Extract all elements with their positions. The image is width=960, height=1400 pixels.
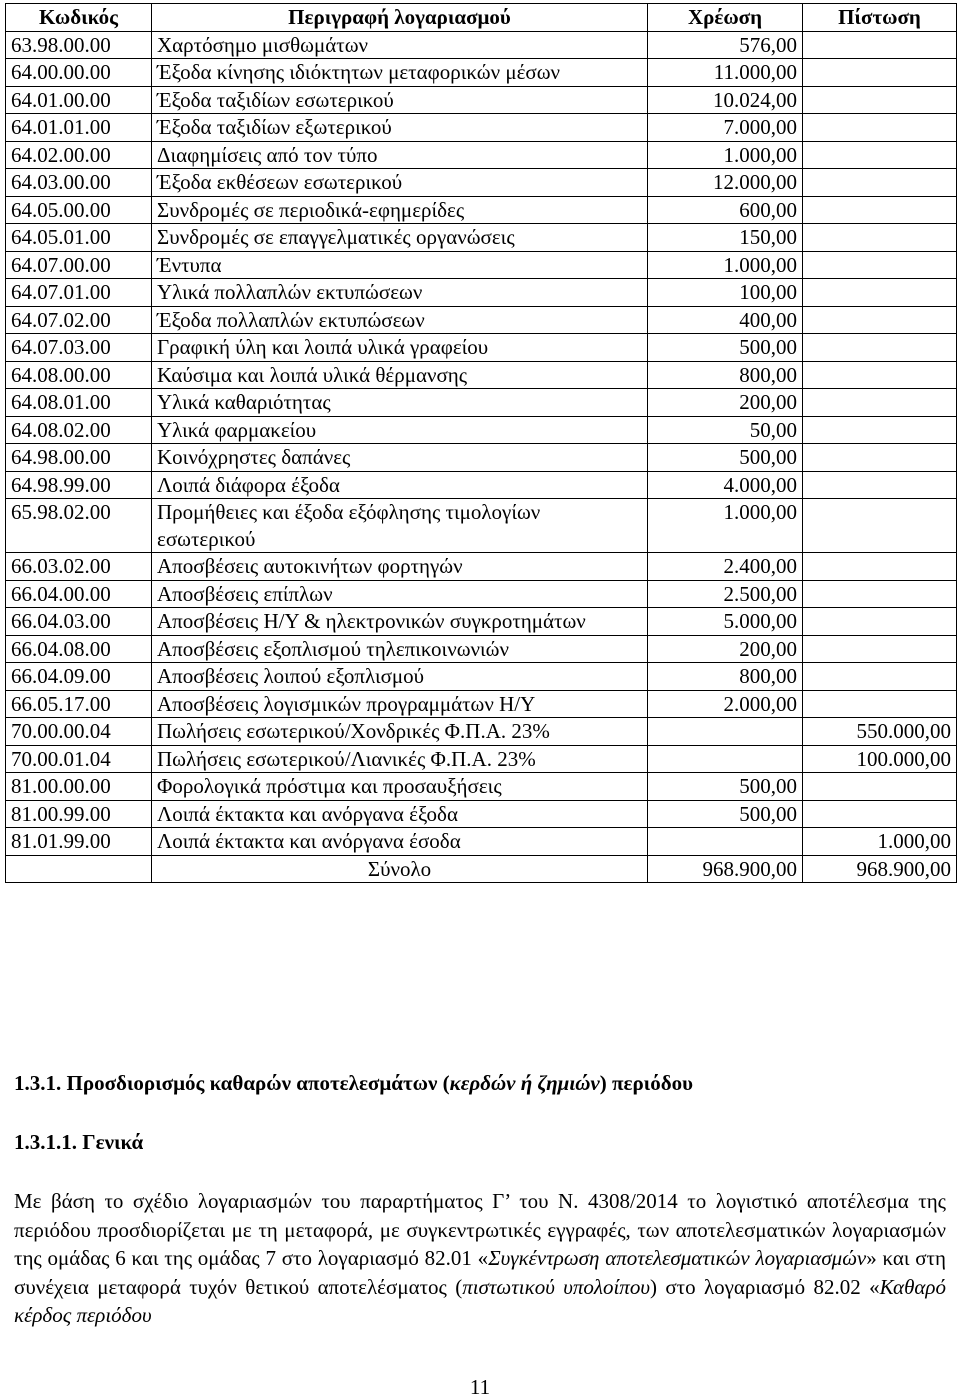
- paragraph-text-1: Με βάση το σχέδιο λογαριασμών του παραρτήματος Γ’ του Ν. 4308/2014 το λογιστικό αποτέλεσμα της περιόδου προσδιορίζεται με τη μεταφορά, με συγκεντρωτικές εγγραφές, των αποτελεσματικών λογαριασμών της ομάδας 6 και της ομάδας 7 στο λογαριασμό 82.01 «: [14, 1189, 946, 1270]
- account-description: Φορολογικά πρόστιμα και προσαυξήσεις: [152, 773, 648, 801]
- table-row: [6, 800, 957, 828]
- debit-amount: 50,00: [648, 416, 803, 444]
- table-row: [6, 86, 957, 114]
- table-row: [6, 169, 957, 197]
- account-code: 64.08.02.00: [6, 416, 152, 444]
- account-code: 64.07.00.00: [6, 251, 152, 279]
- debit-amount: 7.000,00: [648, 114, 803, 142]
- account-description: Έξοδα πολλαπλών εκτυπώσεων: [152, 306, 648, 334]
- account-description: Έξοδα ταξιδίων εσωτερικού: [152, 86, 648, 114]
- account-description: Πωλήσεις εσωτερικού/Χονδρικές Φ.Π.Α. 23%: [152, 718, 648, 746]
- debit-amount: [648, 745, 803, 773]
- header-credit: Πίστωση: [803, 4, 957, 32]
- account-code: 64.98.00.00: [6, 444, 152, 472]
- debit-amount: [648, 828, 803, 856]
- paragraph-text-3: ) στο λογαριασμό 82.02 «: [649, 1274, 880, 1299]
- table-row: [6, 499, 957, 553]
- table-row: [6, 663, 957, 691]
- account-description: Καύσιμα και λοιπά υλικά θέρμανσης: [152, 361, 648, 389]
- table-row: [6, 389, 957, 417]
- debit-amount: 576,00: [648, 31, 803, 59]
- debit-amount: [648, 718, 803, 746]
- table-body: [6, 31, 957, 855]
- account-description: Αποσβέσεις λογισμικών προγραμμάτων Η/Υ: [152, 690, 648, 718]
- credit-amount: 550.000,00: [803, 718, 957, 746]
- credit-amount: 1.000,00: [803, 828, 957, 856]
- account-code: 64.01.01.00: [6, 114, 152, 142]
- credit-amount: [803, 499, 957, 553]
- paragraph-italic-2: πιστωτικού υπολοίπου: [462, 1274, 650, 1299]
- debit-amount: 1.000,00: [648, 141, 803, 169]
- section-heading-prefix: 1.3.1. Προσδιορισμός καθαρών αποτελεσμάτων (: [14, 1071, 450, 1095]
- table-row: [6, 141, 957, 169]
- paragraph-italic-3: Καθαρό κέρδος περιόδου: [14, 1274, 946, 1327]
- account-description: Υλικά πολλαπλών εκτυπώσεων: [152, 279, 648, 307]
- account-description: Κοινόχρηστες δαπάνες: [152, 444, 648, 472]
- debit-amount: 150,00: [648, 224, 803, 252]
- account-description: Υλικά καθαριότητας: [152, 389, 648, 417]
- debit-amount: 1.000,00: [648, 499, 803, 553]
- debit-amount: 2.500,00: [648, 580, 803, 608]
- account-code: 64.05.00.00: [6, 196, 152, 224]
- account-code: 66.04.09.00: [6, 663, 152, 691]
- credit-amount: [803, 580, 957, 608]
- account-description: Λοιπά διάφορα έξοδα: [152, 471, 648, 499]
- table-row: [6, 59, 957, 87]
- account-code: 64.01.00.00: [6, 86, 152, 114]
- account-description: Έντυπα: [152, 251, 648, 279]
- debit-amount: 200,00: [648, 389, 803, 417]
- credit-amount: [803, 663, 957, 691]
- account-code: 64.08.01.00: [6, 389, 152, 417]
- table-row: [6, 745, 957, 773]
- paragraph-text-2: » και στη συνέχεια μεταφορά τυχόν θετικού αποτελέσματος (: [14, 1246, 946, 1299]
- table-row: [6, 635, 957, 663]
- account-code: 64.05.01.00: [6, 224, 152, 252]
- debit-amount: 1.000,00: [648, 251, 803, 279]
- account-code: 64.00.00.00: [6, 59, 152, 87]
- credit-amount: [803, 306, 957, 334]
- account-code: 81.00.00.00: [6, 773, 152, 801]
- debit-amount: 800,00: [648, 361, 803, 389]
- account-code: 64.03.00.00: [6, 169, 152, 197]
- account-code: 64.07.02.00: [6, 306, 152, 334]
- table-row: [6, 306, 957, 334]
- debit-amount: 400,00: [648, 306, 803, 334]
- credit-amount: [803, 635, 957, 663]
- account-code: 66.03.02.00: [6, 553, 152, 581]
- account-description: Αποσβέσεις αυτοκινήτων φορτηγών: [152, 553, 648, 581]
- account-code: 64.98.99.00: [6, 471, 152, 499]
- credit-amount: [803, 251, 957, 279]
- debit-amount: 4.000,00: [648, 471, 803, 499]
- account-code: 64.02.00.00: [6, 141, 152, 169]
- table-row: [6, 553, 957, 581]
- total-debit: 968.900,00: [648, 855, 803, 883]
- account-code: 64.07.01.00: [6, 279, 152, 307]
- credit-amount: [803, 169, 957, 197]
- credit-amount: [803, 279, 957, 307]
- account-description: Έξοδα εκθέσεων εσωτερικού: [152, 169, 648, 197]
- debit-amount: 5.000,00: [648, 608, 803, 636]
- header-debit: Χρέωση: [648, 4, 803, 32]
- table-row: [6, 251, 957, 279]
- table-row: [6, 279, 957, 307]
- total-label: Σύνολο: [152, 855, 648, 883]
- credit-amount: [803, 31, 957, 59]
- table-row: [6, 690, 957, 718]
- account-description: Προμήθειες και έξοδα εξόφλησης τιμολογίων εσωτερικού: [152, 499, 648, 553]
- table-header-row: [6, 4, 957, 32]
- section-heading-italic: κερδών ή ζημιών: [449, 1071, 600, 1095]
- table-row: [6, 196, 957, 224]
- accounts-table: [5, 3, 957, 883]
- table-row: [6, 114, 957, 142]
- debit-amount: 200,00: [648, 635, 803, 663]
- header-code: Κωδικός: [6, 4, 152, 32]
- account-description: Αποσβέσεις εξοπλισμού τηλεπικοινωνιών: [152, 635, 648, 663]
- debit-amount: 600,00: [648, 196, 803, 224]
- account-description: Αποσβέσεις λοιπού εξοπλισμού: [152, 663, 648, 691]
- credit-amount: [803, 800, 957, 828]
- table-row: [6, 224, 957, 252]
- table-row: [6, 444, 957, 472]
- table-row: [6, 334, 957, 362]
- account-description: Γραφική ύλη και λοιπά υλικά γραφείου: [152, 334, 648, 362]
- total-credit: 968.900,00: [803, 855, 957, 883]
- account-description: Χαρτόσημο μισθωμάτων: [152, 31, 648, 59]
- credit-amount: [803, 141, 957, 169]
- account-description: Έξοδα ταξιδίων εξωτερικού: [152, 114, 648, 142]
- credit-amount: [803, 389, 957, 417]
- account-description: Αποσβέσεις Η/Υ & ηλεκτρονικών συγκροτημάτων: [152, 608, 648, 636]
- account-description: Συνδρομές σε περιοδικά-εφημερίδες: [152, 196, 648, 224]
- debit-amount: 100,00: [648, 279, 803, 307]
- table-row: [6, 361, 957, 389]
- account-description: Έξοδα κίνησης ιδιόκτητων μεταφορικών μέσων: [152, 59, 648, 87]
- debit-amount: 800,00: [648, 663, 803, 691]
- account-code: 70.00.01.04: [6, 745, 152, 773]
- table-row: [6, 31, 957, 59]
- page-number: 11: [469, 1375, 491, 1399]
- credit-amount: [803, 416, 957, 444]
- total-empty-cell: [6, 855, 152, 883]
- credit-amount: [803, 114, 957, 142]
- debit-amount: 500,00: [648, 444, 803, 472]
- debit-amount: 500,00: [648, 800, 803, 828]
- debit-amount: 10.024,00: [648, 86, 803, 114]
- account-description: Υλικά φαρμακείου: [152, 416, 648, 444]
- table-row: [6, 828, 957, 856]
- account-description: Λοιπά έκτακτα και ανόργανα έσοδα: [152, 828, 648, 856]
- account-description: Λοιπά έκτακτα και ανόργανα έξοδα: [152, 800, 648, 828]
- debit-amount: 11.000,00: [648, 59, 803, 87]
- table-row: [6, 773, 957, 801]
- credit-amount: [803, 334, 957, 362]
- credit-amount: [803, 773, 957, 801]
- account-code: 66.04.03.00: [6, 608, 152, 636]
- debit-amount: 12.000,00: [648, 169, 803, 197]
- account-code: 70.00.00.04: [6, 718, 152, 746]
- credit-amount: [803, 608, 957, 636]
- table-row: [6, 608, 957, 636]
- total-row: [6, 855, 957, 883]
- table-row: [6, 471, 957, 499]
- account-description: Διαφημίσεις από τον τύπο: [152, 141, 648, 169]
- account-description: Πωλήσεις εσωτερικού/Λιανικές Φ.Π.Α. 23%: [152, 745, 648, 773]
- credit-amount: [803, 59, 957, 87]
- debit-amount: 500,00: [648, 773, 803, 801]
- debit-amount: 2.000,00: [648, 690, 803, 718]
- account-code: 66.04.08.00: [6, 635, 152, 663]
- account-code: 81.01.99.00: [6, 828, 152, 856]
- account-code: 66.04.00.00: [6, 580, 152, 608]
- debit-amount: 500,00: [648, 334, 803, 362]
- debit-amount: 2.400,00: [648, 553, 803, 581]
- account-code: 65.98.02.00: [6, 499, 152, 553]
- section-heading-1-3-1-1: 1.3.1.1. Γενικά: [14, 1130, 144, 1154]
- account-code: 63.98.00.00: [6, 31, 152, 59]
- section-heading-1-3-1: [14, 1071, 693, 1096]
- table-row: [6, 416, 957, 444]
- account-description: Συνδρομές σε επαγγελματικές οργανώσεις: [152, 224, 648, 252]
- section-heading-suffix: ) περιόδου: [599, 1071, 693, 1095]
- credit-amount: [803, 471, 957, 499]
- credit-amount: [803, 553, 957, 581]
- credit-amount: [803, 224, 957, 252]
- table-row: [6, 718, 957, 746]
- account-code: 64.08.00.00: [6, 361, 152, 389]
- header-description: Περιγραφή λογαριασμού: [152, 4, 648, 32]
- account-description: Αποσβέσεις επίπλων: [152, 580, 648, 608]
- table-row: [6, 580, 957, 608]
- account-code: 64.07.03.00: [6, 334, 152, 362]
- credit-amount: [803, 86, 957, 114]
- body-paragraph: [14, 1187, 946, 1330]
- credit-amount: [803, 196, 957, 224]
- credit-amount: [803, 690, 957, 718]
- credit-amount: [803, 361, 957, 389]
- paragraph-italic-1: Συγκέντρωση αποτελεσματικών λογαριασμών: [488, 1246, 867, 1270]
- account-code: 66.05.17.00: [6, 690, 152, 718]
- credit-amount: [803, 444, 957, 472]
- account-code: 81.00.99.00: [6, 800, 152, 828]
- credit-amount: 100.000,00: [803, 745, 957, 773]
